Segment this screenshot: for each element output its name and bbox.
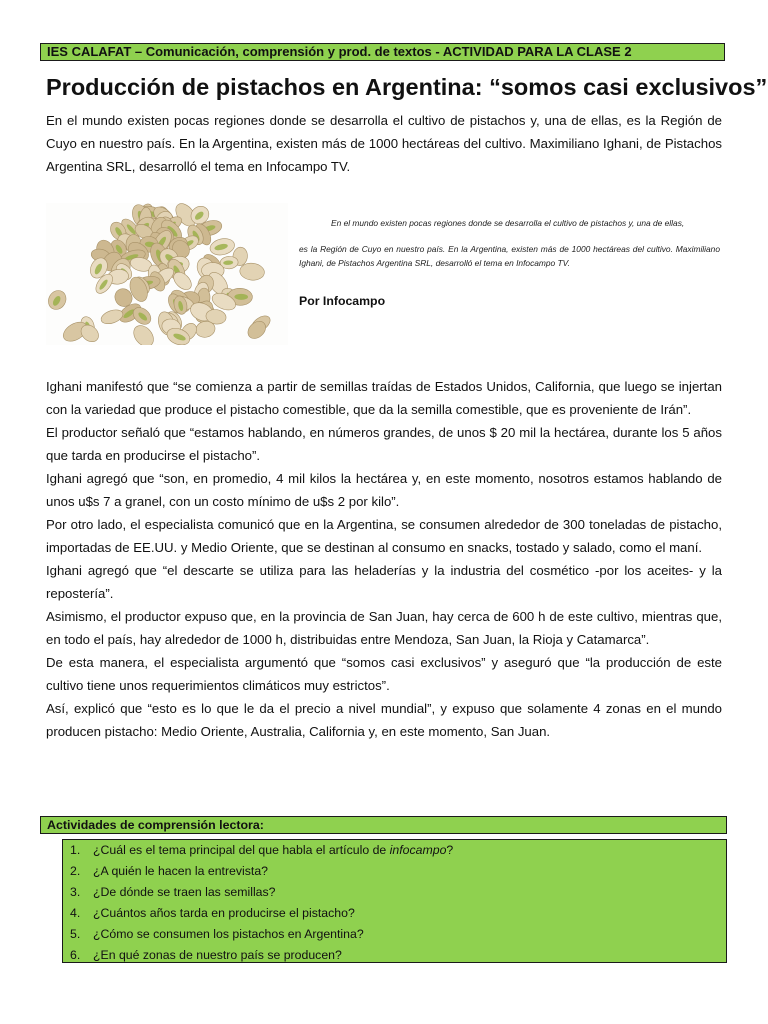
activity-item	[63, 840, 726, 861]
item-text: ¿Cuál es el tema principal del que habla el artículo de	[93, 843, 390, 857]
body-paragraph: Por otro lado, el especialista comunicó que en la Argentina, se consumen alrededor de 300 toneladas de pistacho, importadas de EE.UU. y Medio Oriente, que se destinan al consumo en snacks, tostado y salado, como el maní.	[46, 517, 722, 555]
pistachio-pile-image	[46, 203, 288, 345]
intro-paragraph: En el mundo existen pocas regiones donde se desarrolla el cultivo de pistachos y, una de ellas, es la Región de Cuyo en nuestro país. En la Argentina, existen más de 1000 hectáreas del cultivo. Maximiliano Ighani, de Pistachos Argentina SRL, desarrolló el tema en Infocampo TV.	[46, 113, 722, 174]
item-text: ¿A quién le hacen la entrevista?	[93, 864, 269, 878]
item-number: 4.	[70, 906, 81, 920]
pistachio-photo	[46, 203, 288, 345]
byline: Por Infocampo	[299, 294, 386, 308]
caption-line-1: En el mundo existen pocas regiones donde se desarrolla el cultivo de pistachos y, una de ellas,	[331, 218, 685, 228]
body-paragraph: El productor señaló que “estamos hablando, en números grandes, de unos $ 20 mil la hectárea, durante los 5 años que tarda en producirse el pistacho”.	[46, 425, 722, 463]
item-text-end: ?	[446, 843, 454, 857]
caption-line-2: es la Región de Cuyo en nuestro país. En la Argentina, existen más de 1000 hectáreas del cultivo. Maximiliano Ighani, de Pistachos Argentina SRL, desarrolló el tema en Infocampo TV.	[299, 243, 720, 268]
body-paragraph: Ighani agregó que “son, en promedio, 4 mil kilos la hectárea y, en este momento, nosotros estamos hablando de unos u$s 7 a granel, con un costo mínimo de u$s 2 por kilo”.	[46, 471, 722, 509]
item-text: ¿De dónde se traen las semillas?	[93, 885, 276, 899]
pistachio-nut	[46, 287, 69, 312]
figure-caption	[299, 216, 720, 271]
item-text: ¿En qué zonas de nuestro país se producen?	[93, 948, 342, 962]
item-text: ¿Cómo se consumen los pistachos en Argentina?	[93, 927, 364, 941]
item-number: 2.	[70, 864, 81, 878]
activity-item	[63, 861, 726, 882]
item-number: 3.	[70, 885, 81, 899]
pistachio-nut	[130, 322, 158, 345]
body-paragraph: De esta manera, el especialista argumentó que “somos casi exclusivos” y aseguró que “la producción de este cultivo tiene unos requerimientos climáticos muy estrictos”.	[46, 655, 722, 693]
activities-header: Actividades de comprensión lectora:	[40, 816, 727, 834]
activity-item	[63, 945, 726, 966]
body-paragraph: Ighani manifestó que “se comienza a partir de semillas traídas de Estados Unidos, California, que luego se injertan con la variedad que produce el pistacho comestible, que da la semilla comestible, que es proveniente de Irán”.	[46, 379, 722, 417]
activity-item	[63, 924, 726, 945]
activity-item	[63, 882, 726, 903]
header-banner: IES CALAFAT – Comunicación, comprensión y prod. de textos - ACTIVIDAD PARA LA CLASE 2	[40, 43, 725, 61]
activities-list	[62, 839, 727, 963]
body-paragraph: Asimismo, el productor expuso que, en la provincia de San Juan, hay cerca de 600 h de este cultivo, mientras que, en todo el país, hay alrededor de 1000 h, distribuidas entre Mendoza, San Juan, la Rioja y Catamarca”.	[46, 609, 722, 647]
article-title: Producción de pistachos en Argentina: “somos casi exclusivos”	[46, 74, 768, 100]
item-number: 5.	[70, 927, 81, 941]
article-body	[46, 375, 722, 743]
item-text: ¿Cuántos años tarda en producirse el pistacho?	[93, 906, 355, 920]
activity-item	[63, 903, 726, 924]
pistachio-nut	[99, 307, 124, 326]
body-paragraph: Así, explicó que “esto es lo que le da el precio a nivel mundial”, y expuso que solamente 4 zonas en el mundo producen pistacho: Medio Oriente, Australia, California y, en este momento, San Juan.	[46, 701, 722, 739]
item-emphasis: infocampo	[389, 843, 447, 857]
body-paragraph: Ighani agregó que “el descarte se utiliza para las heladerías y la industria del cosmético -por los aceites- y la repostería”.	[46, 563, 722, 601]
pistachio-nut	[208, 236, 236, 257]
item-number: 1.	[70, 843, 81, 857]
item-number: 6.	[70, 948, 81, 962]
